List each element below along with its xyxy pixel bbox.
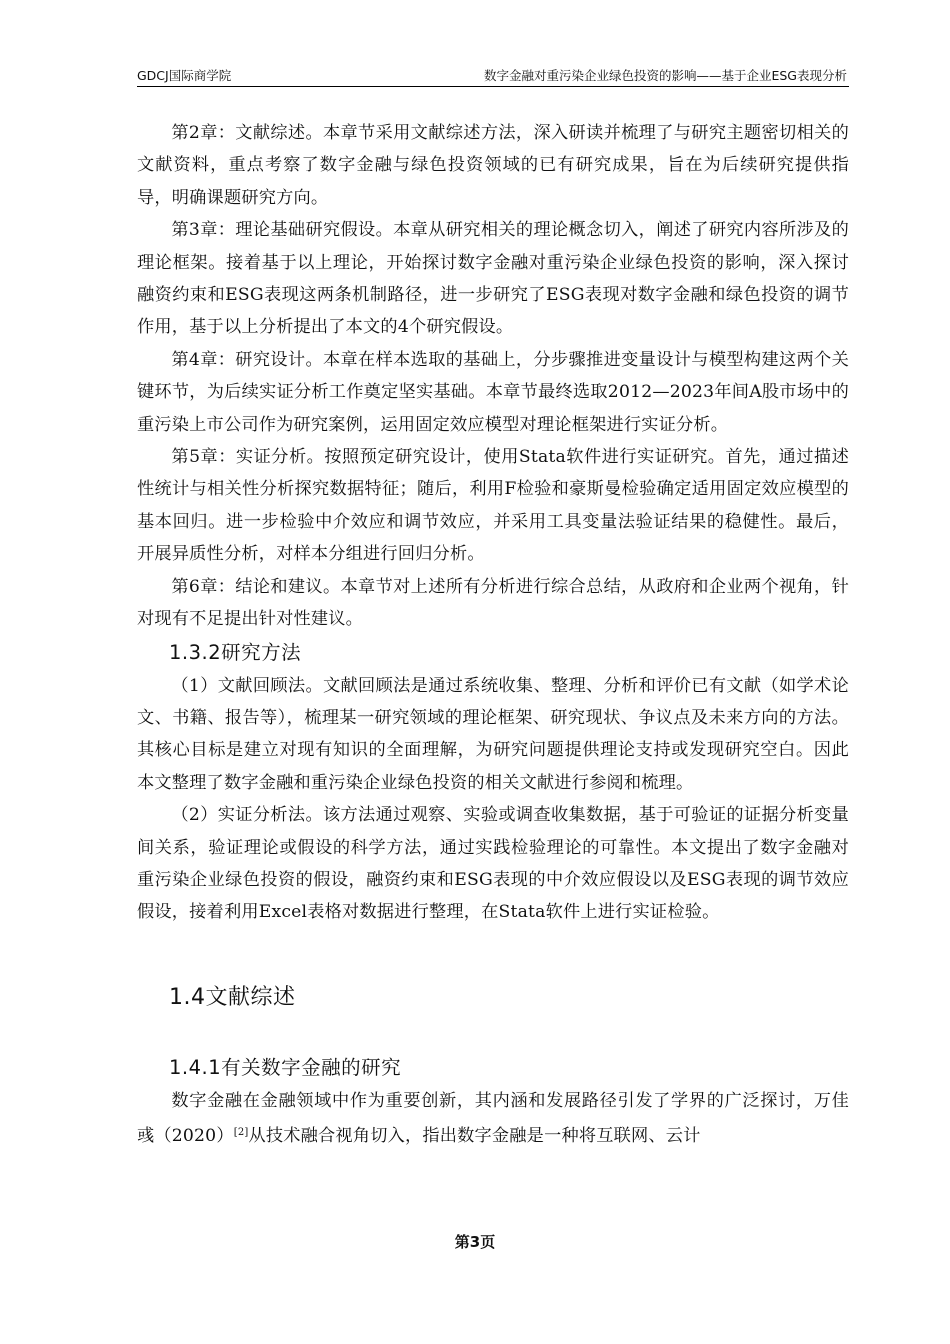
heading-digital-finance-research: 1.4.1有关数字金融的研究 [169, 1055, 402, 1079]
chapter-6-summary: 第6章：结论和建议。本章节对上述所有分析进行综合总结，从政府和企业两个视角，针对现有不足提出针对性建议。 [137, 576, 849, 630]
page-body [137, 117, 849, 1153]
heading-research-methods: 1.3.2研究方法 [169, 640, 302, 664]
header-institution: GDCJ国际商学院 [137, 68, 232, 83]
paragraph-digital-finance-part-2: 从技术融合视角切入，指出数字金融是一种将互联网、云计 [248, 1126, 701, 1147]
method-literature-review: （1）文献回顾法。文献回顾法是通过系统收集、整理、分析和评价已有文献（如学术论文、书籍、报告等），梳理某一研究领域的理论框架、研究现状、争议点及未来方向的方法。其核心目标是建立对现有知识的全面理解，为研究问题提供理论支持或发现研究空白。因此本文整理了数字金融和重污染企业绿色投资的相关文献进行参阅和梳理。 [137, 675, 849, 793]
heading-literature-review: 1.4文献综述 [169, 984, 296, 1010]
method-empirical-analysis: （2）实证分析法。该方法通过观察、实验或调查收集数据，基于可验证的证据分析变量间关系，验证理论或假设的科学方法，通过实践检验理论的可靠性。本文提出了数字金融对重污染企业绿色投资的假设，融资约束和ESG表现的中介效应假设以及ESG表现的调节效应假设，接着利用Excel表格对数据进行整理，在Stata软件上进行实证检验。 [137, 805, 849, 923]
chapter-2-summary: 第2章：文献综述。本章节采用文献综述方法，深入研读并梳理了与研究主题密切相关的文献资料，重点考察了数字金融与绿色投资领域的已有研究成果，旨在为后续研究提供指导，明确课题研究方向。 [137, 123, 849, 208]
page-header [137, 64, 849, 87]
chapter-4-summary: 第4章：研究设计。本章在样本选取的基础上，分步骤推进变量设计与模型构建这两个关键环节，为后续实证分析工作奠定坚实基础。本章节最终选取2012—2023年间A股市场中的重污染上市公司作为研究案例，运用固定效应模型对理论框架进行实证分析。 [137, 349, 849, 435]
paragraph-digital-finance-part-1: 数字金融在金融领域中作为重要创新，其内涵和发展路径引发了学界的广泛探讨，万佳彧（2020） [137, 1090, 849, 1147]
citation-marker: [2] [233, 1127, 249, 1139]
chapter-3-summary: 第3章：理论基础研究假设。本章从研究相关的理论概念切入，阐述了研究内容所涉及的理论框架。接着基于以上理论，开始探讨数字金融对重污染企业绿色投资的影响，深入探讨融资约束和ESG表现这两条机制路径，进一步研究了ESG表现对数字金融和绿色投资的调节作用，基于以上分析提出了本文的4个研究假设。 [137, 220, 849, 338]
paragraph-digital-finance [137, 1085, 849, 1153]
header-thesis-title: 数字金融对重污染企业绿色投资的影响——基于企业ESG表现分析 [483, 68, 847, 83]
page-number: 第3页 [454, 1233, 496, 1251]
chapter-5-summary: 第5章：实证分析。按照预定研究设计，使用Stata软件进行实证研究。首先，通过描述性统计与相关性分析探究数据特征；随后，利用F检验和豪斯曼检验确定适用固定效应模型的基本回归。进一步检验中介效应和调节效应，并采用工具变量法验证结果的稳健性。最后，开展异质性分析，对样本分组进行回归分析。 [137, 447, 849, 565]
